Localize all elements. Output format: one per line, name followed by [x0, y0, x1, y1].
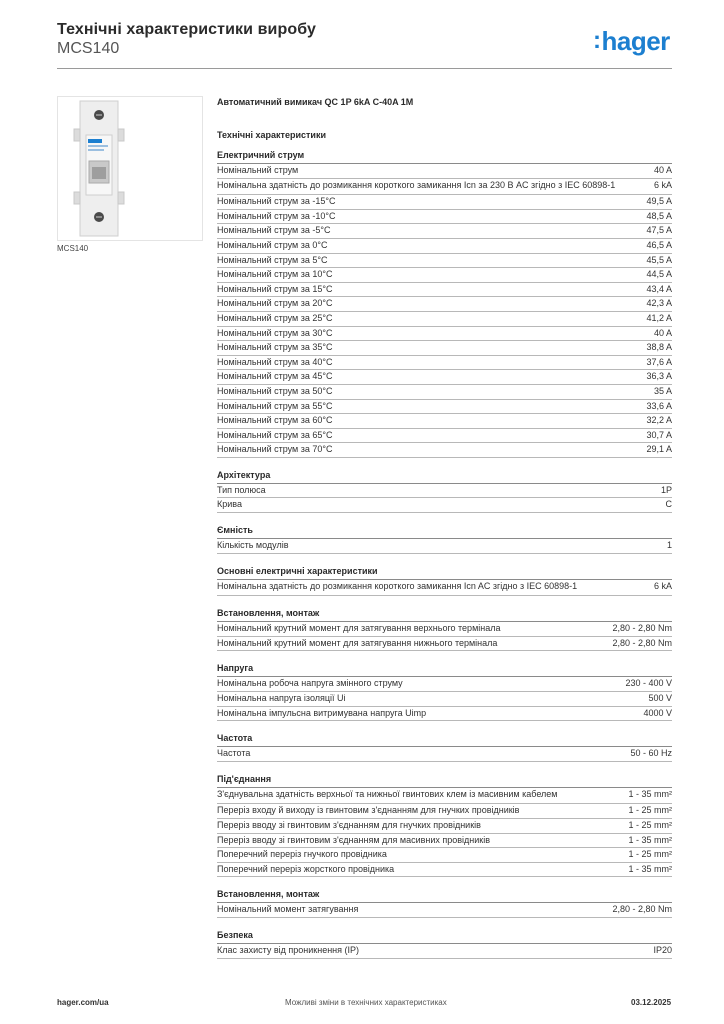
spec-row	[217, 834, 672, 849]
spec-content	[217, 94, 672, 959]
spec-row	[217, 863, 672, 878]
spec-value: 1 - 25 mm²	[628, 805, 672, 816]
spec-value: 2,80 - 2,80 Nm	[612, 637, 672, 648]
spec-row	[217, 195, 672, 210]
spec-label: Номінальний струм за 15°C	[217, 283, 333, 294]
logo-text: hager	[601, 26, 670, 56]
product-image	[57, 96, 203, 241]
spec-value: 6 kA	[653, 580, 672, 591]
spec-section	[217, 887, 672, 918]
spec-row	[217, 210, 672, 225]
spec-label: Номінальний струм за 60°C	[217, 415, 333, 426]
spec-section	[217, 523, 672, 554]
spec-row	[217, 312, 672, 327]
section-gap	[217, 554, 672, 564]
spec-label: Номінальний струм за 65°C	[217, 429, 333, 440]
spec-value: 48,5 A	[646, 210, 672, 221]
spec-label: Номінальна робоча напруга змінного струму	[217, 678, 403, 689]
spec-section	[217, 661, 672, 721]
spec-label: Номінальний крутний момент для затягування верхнього термінала	[217, 623, 501, 634]
spec-row	[217, 747, 672, 762]
spec-value: IP20	[653, 944, 672, 955]
spec-section	[217, 148, 672, 458]
spec-label: Частота	[217, 748, 251, 759]
hager-logo: :hager	[593, 26, 670, 56]
spec-value: 45,5 A	[646, 254, 672, 265]
spec-row	[217, 414, 672, 429]
section-title: Частота	[217, 731, 672, 747]
spec-label: Номінальний струм за 25°C	[217, 312, 333, 323]
spec-value: 6 kA	[653, 179, 672, 190]
spec-row	[217, 484, 672, 499]
spec-label: Номінальний струм за 40°C	[217, 356, 333, 367]
spec-section	[217, 731, 672, 762]
section-title: Ємність	[217, 523, 672, 539]
spec-row	[217, 429, 672, 444]
spec-value: 41,2 A	[646, 312, 672, 323]
spec-value: 35 A	[653, 385, 672, 396]
spec-row	[217, 622, 672, 637]
spec-label: Крива	[217, 499, 242, 510]
spec-value: 1 - 25 mm²	[628, 820, 672, 830]
spec-value: 36,3 A	[646, 371, 672, 382]
spec-label: Номінальний струм за 50°C	[217, 385, 333, 396]
spec-row	[217, 819, 672, 834]
spec-label: Номінальний струм за 45°C	[217, 371, 333, 382]
spec-label: Клас захисту від проникнення (IP)	[217, 944, 360, 955]
section-gap	[217, 877, 672, 887]
spec-value: 4000 V	[643, 707, 672, 718]
spec-row	[217, 283, 672, 298]
spec-label: Переріз вводу зі гвинтовим з'єднанням для гнучких провідників	[217, 820, 481, 830]
spec-value: 230 - 400 V	[625, 678, 672, 689]
product-title: Автоматичний вимикач QC 1P 6kA C-40A 1M	[217, 97, 414, 107]
spec-row	[217, 370, 672, 385]
spec-row	[217, 297, 672, 312]
section-title: Під'єднання	[217, 772, 672, 788]
header-divider	[57, 68, 672, 69]
spec-label: Поперечний переріз жорсткого провідника	[217, 863, 395, 874]
technical-characteristics-heading: Технічні характеристики	[217, 130, 326, 140]
spec-label: Переріз входу й виходу із гвинтовим з'єднанням для гнучких провідників	[217, 805, 520, 816]
spec-row	[217, 804, 672, 819]
section-title: Архітектура	[217, 468, 672, 484]
spec-row	[217, 788, 672, 805]
spec-section	[217, 928, 672, 959]
spec-label: Номінальна напруга ізоляції Ui	[217, 693, 346, 704]
spec-label: Номінальний струм за 70°C	[217, 444, 333, 455]
spec-row	[217, 254, 672, 269]
spec-value: 30,7 A	[646, 429, 672, 440]
section-title: Електричний струм	[217, 148, 672, 164]
spec-value: 1	[666, 540, 672, 551]
spec-row	[217, 848, 672, 863]
spec-row	[217, 179, 672, 196]
spec-value: 2,80 - 2,80 Nm	[612, 904, 672, 915]
spec-value: 33,6 A	[646, 400, 672, 411]
footer-date: 03.12.2025	[631, 998, 672, 1007]
spec-value: 40 A	[653, 165, 672, 175]
spec-label: Поперечний переріз гнучкого провідника	[217, 849, 387, 860]
spec-label: Номінальний струм за 30°C	[217, 327, 333, 338]
spec-row	[217, 327, 672, 342]
spec-label: Номінальний струм за 0°C	[217, 239, 328, 250]
spec-value: 37,6 A	[646, 356, 672, 367]
section-title: Встановлення, монтаж	[217, 887, 672, 903]
spec-label: Номінальний струм	[217, 165, 299, 175]
spec-label: З'єднувальна здатність верхньої та нижньої гвинтових клем із масивним кабелем	[217, 788, 558, 799]
spec-value: 38,8 A	[646, 342, 672, 353]
spec-label: Номінальний струм за -5°C	[217, 225, 331, 236]
spec-label: Переріз вводу зі гвинтовим з'єднанням для масивних провідників	[217, 834, 491, 845]
spec-row	[217, 341, 672, 356]
spec-value: 1 - 35 mm²	[628, 863, 672, 874]
spec-value: 500 V	[648, 693, 672, 704]
spec-label: Номінальна імпульсна витримувана напруга Uimp	[217, 707, 427, 718]
section-title: Безпека	[217, 928, 672, 944]
spec-row	[217, 944, 672, 959]
spec-row	[217, 539, 672, 554]
section-gap	[217, 651, 672, 661]
footer-note: Можливі зміни в технічних характеристиках	[285, 998, 447, 1007]
spec-label: Тип полюса	[217, 484, 266, 495]
section-gap	[217, 513, 672, 523]
spec-value: 2,80 - 2,80 Nm	[612, 623, 672, 634]
spec-value: 49,5 A	[646, 196, 672, 207]
spec-label: Номінальний струм за -10°C	[217, 210, 336, 221]
spec-section	[217, 468, 672, 513]
spec-label: Кількість модулів	[217, 540, 289, 551]
spec-row	[217, 707, 672, 722]
spec-value: 29,1 A	[646, 444, 672, 455]
model-subtitle: MCS140	[57, 40, 120, 57]
page-title: Технічні характеристики виробу	[57, 21, 316, 38]
spec-label: Номінальний струм за 35°C	[217, 342, 333, 353]
section-title: Встановлення, монтаж	[217, 606, 672, 622]
spec-label: Номінальний струм за 5°C	[217, 254, 328, 265]
spec-value: 43,4 A	[646, 283, 672, 294]
spec-section	[217, 606, 672, 651]
spec-section	[217, 564, 672, 597]
spec-sections	[217, 148, 672, 959]
footer-site: hager.com/ua	[57, 998, 109, 1007]
spec-label: Номінальна здатність до розмикання короткого замикання Icn AC згідно з IEC 60898-1	[217, 580, 578, 591]
spec-row	[217, 385, 672, 400]
spec-row	[217, 268, 672, 283]
spec-label: Номінальний струм за -15°C	[217, 196, 336, 207]
section-gap	[217, 458, 672, 468]
spec-row	[217, 164, 672, 179]
spec-value: 50 - 60 Hz	[630, 748, 672, 759]
spec-row	[217, 580, 672, 597]
spec-value: C	[665, 499, 672, 510]
spec-row	[217, 356, 672, 371]
section-title: Основні електричні характеристики	[217, 564, 672, 580]
image-caption: MCS140	[57, 244, 89, 253]
spec-value: 42,3 A	[646, 298, 672, 309]
section-gap	[217, 762, 672, 772]
spec-label: Номінальний струм за 10°C	[217, 269, 333, 280]
spec-row	[217, 239, 672, 254]
spec-value: 1P	[660, 484, 672, 495]
spec-value: 1 - 35 mm²	[628, 834, 672, 845]
spec-section	[217, 772, 672, 878]
spec-value: 1 - 35 mm²	[628, 788, 672, 799]
spec-value: 44,5 A	[646, 269, 672, 280]
spec-row	[217, 443, 672, 458]
spec-value: 46,5 A	[646, 239, 672, 250]
spec-value: 1 - 25 mm²	[628, 849, 672, 860]
section-gap	[217, 918, 672, 928]
spec-row	[217, 400, 672, 415]
spec-row	[217, 677, 672, 692]
spec-row	[217, 903, 672, 918]
section-title: Напруга	[217, 661, 672, 677]
spec-value: 32,2 A	[646, 415, 672, 426]
spec-label: Номінальний момент затягування	[217, 904, 359, 915]
spec-value: 40 A	[653, 327, 672, 338]
spec-row	[217, 692, 672, 707]
spec-label: Номінальний струм за 55°C	[217, 400, 333, 411]
spec-value: 47,5 A	[646, 225, 672, 236]
spec-row	[217, 637, 672, 652]
spec-label: Номінальний струм за 20°C	[217, 298, 333, 309]
section-gap	[217, 596, 672, 606]
spec-row	[217, 224, 672, 239]
spec-label: Номінальний крутний момент для затягування нижнього термінала	[217, 637, 498, 648]
circuit-breaker-picture	[58, 97, 202, 240]
spec-label: Номінальна здатність до розмикання короткого замикання Icn за 230 В AC згідно з IEC 60898-1	[217, 179, 616, 190]
spec-row	[217, 498, 672, 513]
section-gap	[217, 721, 672, 731]
